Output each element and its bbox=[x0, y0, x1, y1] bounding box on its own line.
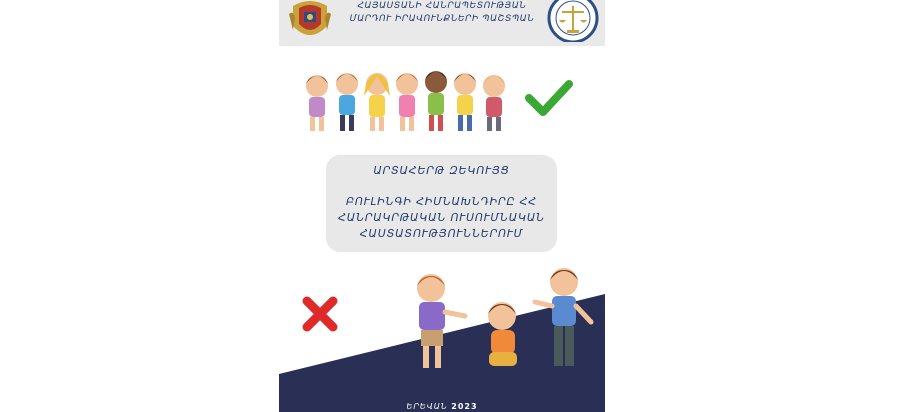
child-figure bbox=[396, 73, 418, 131]
report-title-box bbox=[326, 155, 557, 252]
institution-line-1: ՀԱՅԱՍՏԱՆԻ ՀԱՆՐԱՊԵՏՈՒԹՅԱՆ bbox=[357, 1, 527, 11]
armenia-coat-of-arms-icon bbox=[287, 0, 333, 42]
ombudsman-scales-logo-icon bbox=[547, 0, 599, 42]
header-band bbox=[279, 0, 605, 46]
bully-child-left bbox=[417, 274, 465, 368]
child-figure bbox=[336, 73, 358, 131]
footer-year: 2023 bbox=[451, 402, 478, 411]
bullying-illustration bbox=[407, 266, 605, 376]
check-mark-icon bbox=[525, 78, 573, 118]
child-figure bbox=[454, 73, 476, 131]
report-cover bbox=[279, 0, 605, 412]
footer-city: ԵՐԵՎԱՆ bbox=[406, 402, 448, 411]
child-figure bbox=[306, 75, 328, 131]
report-title: ԲՈՒԼԻՆԳԻ ՀԻՄՆԱԽՆԴԻՐԸ ՀՀ ՀԱՆՐԱԿՐԹԱԿԱՆ ՈՒՍՈՒՄՆԱԿԱՆ ՀԱՍՏԱՏՈՒԹՅՈՒՆՆԵՐՈՒՄ bbox=[338, 195, 545, 240]
institution-line-2: ՄԱՐԴՈՒ ԻՐԱՎՈՒՆՔՆԵՐԻ ՊԱՇՏՊԱՆ bbox=[349, 14, 535, 24]
cross-mark-icon bbox=[301, 296, 339, 332]
child-figure bbox=[364, 73, 390, 131]
child-figure bbox=[425, 71, 447, 131]
child-figure bbox=[483, 75, 505, 131]
bully-child-right bbox=[535, 268, 591, 366]
footer-city-year bbox=[279, 402, 605, 411]
institution-name bbox=[337, 0, 547, 26]
happy-children-illustration bbox=[297, 66, 515, 140]
crying-child bbox=[488, 302, 517, 366]
report-type-label: ԱՐՏԱՀԵՐԹ ԶԵԿՈՒՅՑ bbox=[373, 164, 510, 177]
